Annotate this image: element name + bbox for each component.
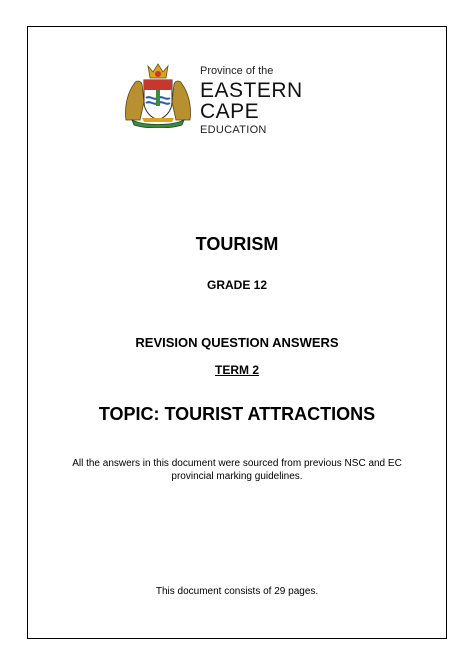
- coat-of-arms-icon: [120, 62, 196, 128]
- page-count: This document consists of 29 pages.: [155, 586, 319, 597]
- grade-label: GRADE 12: [206, 278, 268, 292]
- document-type: REVISION QUESTION ANSWERS: [135, 335, 339, 350]
- logo-province-line: Province of the: [200, 65, 274, 77]
- logo-eastern-cape-line: EASTERN CAPE: [200, 79, 303, 123]
- topic-title: TOPIC: TOURIST ATTRACTIONS: [98, 404, 376, 424]
- province-logo: [120, 62, 360, 136]
- logo-text: [200, 66, 360, 136]
- source-note: All the answers in this document were sourced from previous NSC and EC provincial marking guidelines.: [72, 458, 402, 482]
- logo-education-line: EDUCATION: [200, 124, 267, 136]
- term-label: [27, 363, 447, 377]
- term-text: TERM 2: [214, 363, 259, 377]
- subject-title: TOURISM: [195, 234, 279, 254]
